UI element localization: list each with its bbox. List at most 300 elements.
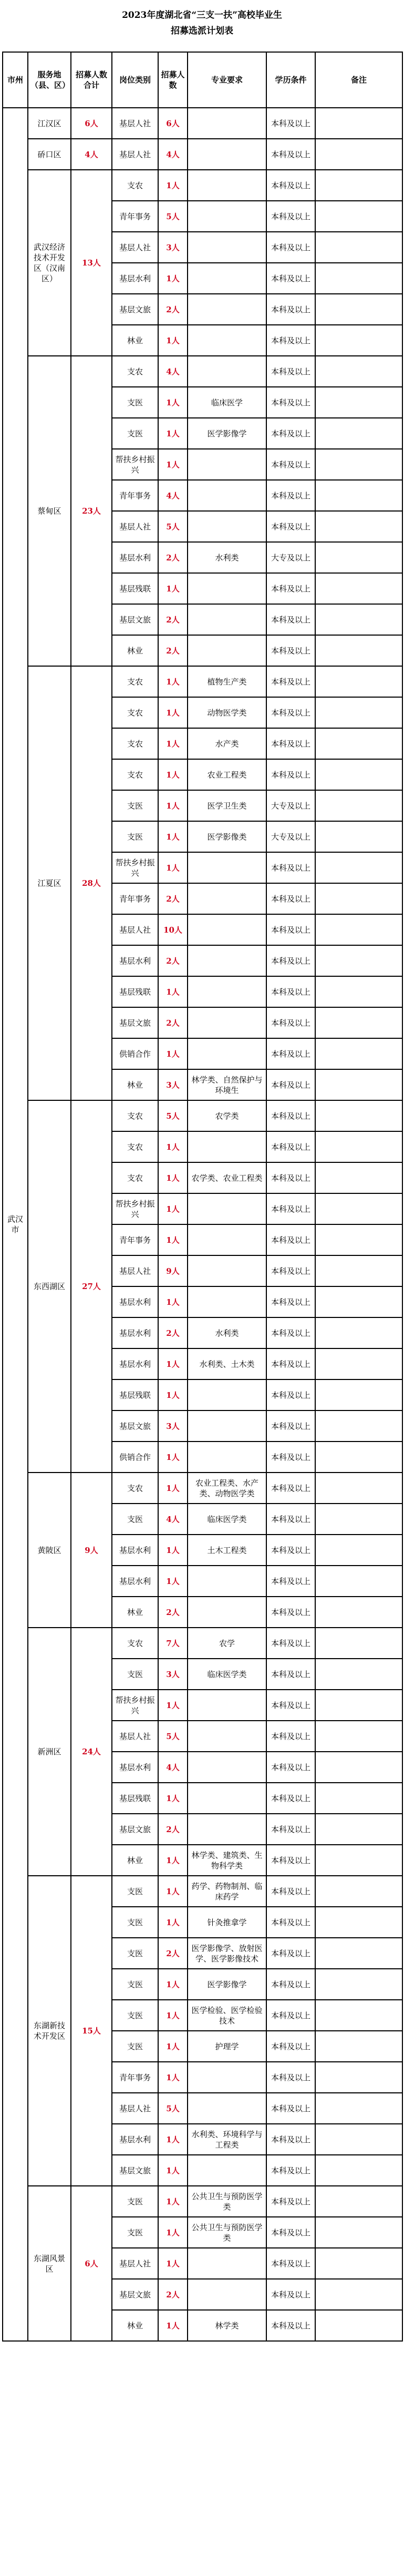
major-cell: 临床医学类 — [188, 1659, 266, 1690]
title-line-1: 2023年度湖北省“三支一扶”高校毕业生 — [122, 10, 282, 21]
major-cell — [188, 914, 266, 945]
remark-cell — [315, 1752, 402, 1783]
post-count-cell: 1人 — [158, 2155, 188, 2186]
post-count-cell: 2人 — [158, 1317, 188, 1348]
remark-cell — [315, 1473, 402, 1504]
remark-cell — [315, 2000, 402, 2031]
post-count-cell: 5人 — [158, 2093, 188, 2124]
remark-cell — [315, 852, 402, 883]
header-post-type: 岗位类别 — [112, 52, 158, 108]
remark-cell — [315, 697, 402, 728]
remark-cell — [315, 1876, 402, 1907]
post-type-cell: 支医 — [112, 821, 158, 852]
post-type-cell: 支农 — [112, 1628, 158, 1659]
education-cell: 本科及以上 — [266, 356, 315, 387]
remark-cell — [315, 604, 402, 635]
post-type-cell: 基层水利 — [112, 1317, 158, 1348]
post-count-cell: 1人 — [158, 2248, 188, 2279]
post-type-cell: 基层水利 — [112, 1752, 158, 1783]
education-cell: 本科及以上 — [266, 1442, 315, 1473]
county-total-cell: 6人 — [71, 108, 112, 139]
remark-cell — [315, 387, 402, 418]
remark-cell — [315, 1628, 402, 1659]
post-count-cell: 4人 — [158, 139, 188, 170]
major-cell — [188, 1224, 266, 1255]
education-cell: 本科及以上 — [266, 2124, 315, 2155]
major-cell: 临床医学 — [188, 387, 266, 418]
major-cell — [188, 604, 266, 635]
major-cell — [188, 635, 266, 666]
remark-cell — [315, 945, 402, 976]
header-education: 学历条件 — [266, 52, 315, 108]
remark-cell — [315, 2279, 402, 2310]
education-cell: 本科及以上 — [266, 1566, 315, 1597]
post-count-cell: 1人 — [158, 1783, 188, 1814]
education-cell: 本科及以上 — [266, 883, 315, 914]
education-cell: 本科及以上 — [266, 1535, 315, 1566]
header-major: 专业要求 — [188, 52, 266, 108]
post-count-cell: 1人 — [158, 263, 188, 294]
major-cell: 临床医学类 — [188, 1504, 266, 1535]
education-cell: 本科及以上 — [266, 635, 315, 666]
education-cell: 本科及以上 — [266, 1348, 315, 1379]
table-row — [3, 170, 402, 201]
post-type-cell: 支农 — [112, 1162, 158, 1193]
county-total-cell: 28人 — [71, 666, 112, 1100]
post-count-cell: 1人 — [158, 2031, 188, 2062]
remark-cell — [315, 1783, 402, 1814]
post-type-cell: 支医 — [112, 790, 158, 821]
post-type-cell: 林业 — [112, 1845, 158, 1876]
post-count-cell: 2人 — [158, 2279, 188, 2310]
major-cell: 公共卫生与预防医学类 — [188, 2186, 266, 2217]
major-cell — [188, 2062, 266, 2093]
major-cell — [188, 976, 266, 1007]
education-cell: 本科及以上 — [266, 1224, 315, 1255]
education-cell: 大专及以上 — [266, 821, 315, 852]
remark-cell — [315, 2217, 402, 2248]
post-count-cell: 1人 — [158, 976, 188, 1007]
education-cell: 本科及以上 — [266, 1317, 315, 1348]
post-count-cell: 2人 — [158, 635, 188, 666]
county-name-cell: 江夏区 — [28, 666, 71, 1100]
education-cell: 本科及以上 — [266, 1038, 315, 1069]
post-count-cell: 2人 — [158, 542, 188, 573]
post-type-cell: 帮扶乡村振兴 — [112, 449, 158, 480]
major-cell — [188, 139, 266, 170]
remark-cell — [315, 170, 402, 201]
remark-cell — [315, 1131, 402, 1162]
post-count-cell: 1人 — [158, 790, 188, 821]
education-cell: 本科及以上 — [266, 325, 315, 356]
education-cell: 本科及以上 — [266, 1131, 315, 1162]
post-type-cell: 基层水利 — [112, 1535, 158, 1566]
education-cell: 本科及以上 — [266, 263, 315, 294]
post-count-cell: 1人 — [158, 418, 188, 449]
education-cell: 本科及以上 — [266, 2248, 315, 2279]
post-count-cell: 1人 — [158, 1566, 188, 1597]
education-cell: 本科及以上 — [266, 1659, 315, 1690]
remark-cell — [315, 2155, 402, 2186]
remark-cell — [315, 573, 402, 604]
major-cell — [188, 480, 266, 511]
post-count-cell: 1人 — [158, 1473, 188, 1504]
post-type-cell: 基层水利 — [112, 1566, 158, 1597]
major-cell: 水利类、土木类 — [188, 1348, 266, 1379]
remark-cell — [315, 1100, 402, 1131]
post-type-cell: 基层文旅 — [112, 1007, 158, 1038]
major-cell — [188, 1131, 266, 1162]
post-type-cell: 支医 — [112, 1938, 158, 1969]
post-type-cell: 基层水利 — [112, 2124, 158, 2155]
education-cell: 本科及以上 — [266, 1410, 315, 1442]
post-count-cell: 1人 — [158, 1535, 188, 1566]
post-count-cell: 4人 — [158, 1504, 188, 1535]
major-cell: 农学类 — [188, 1100, 266, 1131]
post-type-cell: 支农 — [112, 759, 158, 790]
county-name-cell: 东西湖区 — [28, 1100, 71, 1473]
education-cell: 本科及以上 — [266, 697, 315, 728]
education-cell: 本科及以上 — [266, 1783, 315, 1814]
county-name-cell: 东湖新技术开发区 — [28, 1876, 71, 2186]
post-type-cell: 基层水利 — [112, 1348, 158, 1379]
remark-cell — [315, 1566, 402, 1597]
county-name-cell: 黄陂区 — [28, 1473, 71, 1628]
remark-cell — [315, 201, 402, 232]
table-row — [3, 139, 402, 170]
header-city: 市州 — [3, 52, 28, 108]
remark-cell — [315, 480, 402, 511]
remark-cell — [315, 139, 402, 170]
remark-cell — [315, 511, 402, 542]
header-remark: 备注 — [315, 52, 402, 108]
major-cell — [188, 294, 266, 325]
post-count-cell: 2人 — [158, 1597, 188, 1628]
post-type-cell: 基层水利 — [112, 945, 158, 976]
education-cell: 本科及以上 — [266, 2217, 315, 2248]
post-count-cell: 1人 — [158, 2124, 188, 2155]
major-cell: 医学卫生类 — [188, 790, 266, 821]
remark-cell — [315, 2124, 402, 2155]
education-cell: 本科及以上 — [266, 2155, 315, 2186]
remark-cell — [315, 2062, 402, 2093]
post-count-cell: 2人 — [158, 883, 188, 914]
education-cell: 本科及以上 — [266, 1814, 315, 1845]
major-cell — [188, 2093, 266, 2124]
table-row — [3, 356, 402, 387]
post-type-cell: 支医 — [112, 2217, 158, 2248]
education-cell: 本科及以上 — [266, 914, 315, 945]
major-cell — [188, 1442, 266, 1473]
post-count-cell: 1人 — [158, 1969, 188, 2000]
major-cell — [188, 108, 266, 139]
major-cell — [188, 263, 266, 294]
post-type-cell: 支农 — [112, 356, 158, 387]
header-county: 服务地（县、区） — [28, 52, 71, 108]
remark-cell — [315, 1504, 402, 1535]
post-count-cell: 1人 — [158, 1224, 188, 1255]
major-cell — [188, 1255, 266, 1286]
post-count-cell: 1人 — [158, 821, 188, 852]
post-type-cell: 支医 — [112, 2186, 158, 2217]
county-total-cell: 13人 — [71, 170, 112, 356]
remark-cell — [315, 1814, 402, 1845]
county-total-cell: 6人 — [71, 2186, 112, 2341]
major-cell: 动物医学类 — [188, 697, 266, 728]
post-count-cell: 1人 — [158, 1162, 188, 1193]
education-cell: 本科及以上 — [266, 511, 315, 542]
post-type-cell: 基层水利 — [112, 1286, 158, 1317]
education-cell: 本科及以上 — [266, 976, 315, 1007]
remark-cell — [315, 1379, 402, 1410]
major-cell: 农业工程类、水产类、动物医学类 — [188, 1473, 266, 1504]
remark-cell — [315, 1410, 402, 1442]
major-cell — [188, 511, 266, 542]
education-cell: 本科及以上 — [266, 1162, 315, 1193]
major-cell — [188, 2155, 266, 2186]
post-type-cell: 基层水利 — [112, 263, 158, 294]
major-cell — [188, 1752, 266, 1783]
remark-cell — [315, 976, 402, 1007]
post-type-cell: 林业 — [112, 2310, 158, 2341]
post-count-cell: 1人 — [158, 1907, 188, 1938]
education-cell: 本科及以上 — [266, 1907, 315, 1938]
education-cell: 本科及以上 — [266, 2031, 315, 2062]
remark-cell — [315, 542, 402, 573]
major-cell: 农学 — [188, 1628, 266, 1659]
post-type-cell: 支农 — [112, 728, 158, 759]
post-count-cell: 1人 — [158, 1379, 188, 1410]
post-count-cell: 3人 — [158, 1659, 188, 1690]
major-cell: 水产类 — [188, 728, 266, 759]
remark-cell — [315, 1007, 402, 1038]
remark-cell — [315, 1845, 402, 1876]
major-cell — [188, 945, 266, 976]
post-type-cell: 林业 — [112, 1597, 158, 1628]
education-cell: 本科及以上 — [266, 2186, 315, 2217]
remark-cell — [315, 1535, 402, 1566]
table-body — [3, 108, 402, 2341]
post-count-cell: 6人 — [158, 108, 188, 139]
post-type-cell: 基层文旅 — [112, 604, 158, 635]
post-type-cell: 基层文旅 — [112, 2279, 158, 2310]
education-cell: 本科及以上 — [266, 573, 315, 604]
major-cell — [188, 1038, 266, 1069]
major-cell — [188, 449, 266, 480]
post-type-cell: 帮扶乡村振兴 — [112, 1193, 158, 1224]
post-count-cell: 2人 — [158, 294, 188, 325]
major-cell — [188, 573, 266, 604]
post-count-cell: 5人 — [158, 511, 188, 542]
post-count-cell: 5人 — [158, 1721, 188, 1752]
education-cell: 本科及以上 — [266, 2310, 315, 2341]
post-count-cell: 3人 — [158, 1069, 188, 1100]
education-cell: 本科及以上 — [266, 387, 315, 418]
post-count-cell: 1人 — [158, 170, 188, 201]
table-row — [3, 1100, 402, 1131]
education-cell: 本科及以上 — [266, 1100, 315, 1131]
education-cell: 大专及以上 — [266, 790, 315, 821]
remark-cell — [315, 1597, 402, 1628]
post-type-cell: 青年事务 — [112, 480, 158, 511]
remark-cell — [315, 1348, 402, 1379]
major-cell — [188, 325, 266, 356]
table-row — [3, 1473, 402, 1504]
education-cell: 本科及以上 — [266, 139, 315, 170]
county-total-cell: 23人 — [71, 356, 112, 666]
post-type-cell: 供销合作 — [112, 1442, 158, 1473]
remark-cell — [315, 2093, 402, 2124]
remark-cell — [315, 263, 402, 294]
remark-cell — [315, 1690, 402, 1721]
table-row — [3, 2186, 402, 2217]
post-count-cell: 1人 — [158, 2217, 188, 2248]
remark-cell — [315, 1317, 402, 1348]
post-type-cell: 基层人社 — [112, 1721, 158, 1752]
major-cell — [188, 852, 266, 883]
post-type-cell: 支医 — [112, 2000, 158, 2031]
title-block — [0, 0, 404, 52]
remark-cell — [315, 1659, 402, 1690]
post-count-cell: 4人 — [158, 480, 188, 511]
post-type-cell: 支医 — [112, 1876, 158, 1907]
education-cell: 本科及以上 — [266, 1690, 315, 1721]
major-cell: 植物生产类 — [188, 666, 266, 697]
post-count-cell: 1人 — [158, 573, 188, 604]
major-cell: 医学检验、医学检验技术 — [188, 2000, 266, 2031]
post-type-cell: 基层水利 — [112, 542, 158, 573]
county-name-cell: 新洲区 — [28, 1628, 71, 1876]
post-type-cell: 支农 — [112, 1473, 158, 1504]
post-type-cell: 青年事务 — [112, 883, 158, 914]
remark-cell — [315, 325, 402, 356]
remark-cell — [315, 821, 402, 852]
education-cell: 本科及以上 — [266, 1379, 315, 1410]
remark-cell — [315, 418, 402, 449]
major-cell — [188, 1783, 266, 1814]
post-count-cell: 1人 — [158, 1348, 188, 1379]
education-cell: 本科及以上 — [266, 1876, 315, 1907]
post-count-cell: 1人 — [158, 2310, 188, 2341]
education-cell: 本科及以上 — [266, 201, 315, 232]
education-cell: 本科及以上 — [266, 1473, 315, 1504]
education-cell: 本科及以上 — [266, 1504, 315, 1535]
education-cell: 本科及以上 — [266, 418, 315, 449]
education-cell: 本科及以上 — [266, 1007, 315, 1038]
post-type-cell: 支农 — [112, 1100, 158, 1131]
table-row — [3, 1628, 402, 1659]
county-name-cell: 江汉区 — [28, 108, 71, 139]
major-cell — [188, 1690, 266, 1721]
major-cell: 药学、药物制剂、临床药学 — [188, 1876, 266, 1907]
post-count-cell: 2人 — [158, 945, 188, 976]
education-cell: 本科及以上 — [266, 1938, 315, 1969]
major-cell: 林学类 — [188, 2310, 266, 2341]
remark-cell — [315, 1938, 402, 1969]
education-cell: 本科及以上 — [266, 1969, 315, 2000]
major-cell: 农学类、农业工程类 — [188, 1162, 266, 1193]
major-cell — [188, 883, 266, 914]
post-type-cell: 基层人社 — [112, 2093, 158, 2124]
post-type-cell: 基层人社 — [112, 232, 158, 263]
post-type-cell: 帮扶乡村振兴 — [112, 1690, 158, 1721]
education-cell: 本科及以上 — [266, 294, 315, 325]
remark-cell — [315, 1907, 402, 1938]
education-cell: 本科及以上 — [266, 1286, 315, 1317]
major-cell — [188, 1566, 266, 1597]
post-count-cell: 2人 — [158, 604, 188, 635]
major-cell — [188, 356, 266, 387]
education-cell: 本科及以上 — [266, 1752, 315, 1783]
post-count-cell: 4人 — [158, 356, 188, 387]
major-cell — [188, 2248, 266, 2279]
education-cell: 本科及以上 — [266, 1721, 315, 1752]
post-type-cell: 基层人社 — [112, 108, 158, 139]
remark-cell — [315, 1969, 402, 2000]
header-row — [3, 52, 402, 108]
post-type-cell: 基层人社 — [112, 914, 158, 945]
post-count-cell: 1人 — [158, 2186, 188, 2217]
post-type-cell: 青年事务 — [112, 1224, 158, 1255]
major-cell: 医学影像学 — [188, 418, 266, 449]
major-cell — [188, 1597, 266, 1628]
remark-cell — [315, 790, 402, 821]
county-name-cell: 东湖风景区 — [28, 2186, 71, 2341]
remark-cell — [315, 914, 402, 945]
education-cell: 本科及以上 — [266, 108, 315, 139]
document-title — [0, 0, 404, 39]
post-type-cell: 供销合作 — [112, 1038, 158, 1069]
remark-cell — [315, 2310, 402, 2341]
post-type-cell: 基层人社 — [112, 2248, 158, 2279]
major-cell: 农业工程类 — [188, 759, 266, 790]
post-type-cell: 基层人社 — [112, 139, 158, 170]
remark-cell — [315, 1255, 402, 1286]
post-type-cell: 基层残联 — [112, 573, 158, 604]
header-count: 招募人数 — [158, 52, 188, 108]
education-cell: 本科及以上 — [266, 1845, 315, 1876]
post-type-cell: 基层文旅 — [112, 1814, 158, 1845]
remark-cell — [315, 232, 402, 263]
post-type-cell: 林业 — [112, 325, 158, 356]
county-total-cell: 9人 — [71, 1473, 112, 1628]
post-count-cell: 1人 — [158, 1131, 188, 1162]
post-type-cell: 林业 — [112, 635, 158, 666]
major-cell — [188, 1286, 266, 1317]
table-row — [3, 1876, 402, 1907]
major-cell: 林学类、自然保护与环境生 — [188, 1069, 266, 1100]
post-type-cell: 支医 — [112, 1659, 158, 1690]
remark-cell — [315, 108, 402, 139]
remark-cell — [315, 666, 402, 697]
major-cell: 公共卫生与预防医学类 — [188, 2217, 266, 2248]
post-count-cell: 1人 — [158, 387, 188, 418]
post-type-cell: 基层残联 — [112, 976, 158, 1007]
post-count-cell: 1人 — [158, 1690, 188, 1721]
post-type-cell: 支医 — [112, 1969, 158, 2000]
post-type-cell: 基层文旅 — [112, 1410, 158, 1442]
title-line-2: 招募选派计划表 — [171, 26, 233, 36]
remark-cell — [315, 635, 402, 666]
remark-cell — [315, 2031, 402, 2062]
post-count-cell: 3人 — [158, 1410, 188, 1442]
post-count-cell: 1人 — [158, 852, 188, 883]
major-cell: 医学影像学、放射医学、医学影像技术 — [188, 1938, 266, 1969]
county-name-cell: 硚口区 — [28, 139, 71, 170]
county-total-cell: 24人 — [71, 1628, 112, 1876]
post-count-cell: 5人 — [158, 1100, 188, 1131]
remark-cell — [315, 1721, 402, 1752]
